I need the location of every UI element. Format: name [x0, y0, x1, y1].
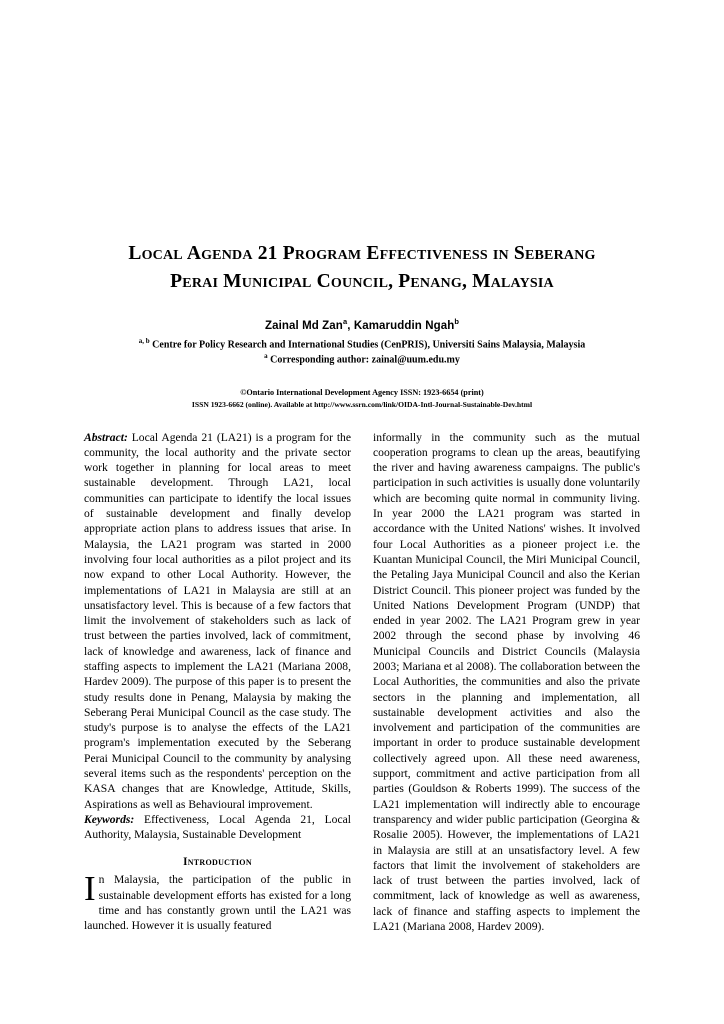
title-line-1: Local Agenda 21 Program Effectiveness in Seberang	[128, 243, 596, 264]
keywords-label: Keywords:	[84, 812, 135, 826]
right-column	[373, 430, 640, 935]
author-list	[84, 317, 640, 332]
title-line-2: Perai Municipal Council, Penang, Malaysia	[170, 270, 554, 292]
journal-copyright-line: ©Ontario International Development Agency ISSN: 1923-6654 (print)	[240, 387, 484, 397]
drop-cap: I	[84, 869, 96, 909]
introduction-continued-paragraph: informally in the community such as the mutual cooperation programs to clean up the areas, beautifying the river and having awareness campaigns. The public's participation in such activities is usually done voluntarily which are becoming quite normal in community living. In year 2000 the LA21 program was started in accordance with the United Nations' wishes. It involved four Local Authorities as a pioneer project i.e. the Kuantan Municipal Council, the Miri Municipal Council, the Petaling Jaya Municipal Council and also the Kerian District Council. This pioneer project was funded by the United Nations Development Program (UNDP) that ended in year 2002. The LA21 Program grew in year 2002 through the second phase by involving 46 Municipal Councils and District Councils (Malaysia 2003; Mariana et al 2008). The collaboration between the Local Authorities, the communities and also the private sectors in the planning and implementation, all sustainable development activities and also the involvement and participation of the communities are important in order to produce sustainable development collectively agreed upon. All these need awareness, support, commitment and active participation from all parties (Gouldson & Roberts 1999). The success of the LA21 implementation will indirectly able to encourage transparency and wider public participation (Georgina & Rosalie 2005). However, the implementations of LA21 in Malaysia are still at an unsatisfactory level. A few factors that limit the involvement of stakeholders are lack of trust between the parties involved, lack of commitment, lack of knowledge as well as awareness, lack of finance and staffing aspects to implement the LA21 (Mariana 2008, Hardev 2009).	[373, 430, 640, 934]
abstract-text: Local Agenda 21 (LA21) is a program for the community, the local authority and the private sector work together in planning for local areas to meet sustainable development. Through LA21, local communities can participate to identify the local issues of sustainable development and finally develop appropriate action plans to address issues that arise. In Malaysia, the LA21 program was started in 2000 involving four local authorities as a pilot project and its now expand to other Local Authority. However, the implementations of LA21 in Malaysia are still at an unsatisfactory level. This is because of a few factors that limit the involvement of stakeholders such as lack of trust between the parties involved, lack of commitment, lack of knowledge and awareness, lack of finance and staffing aspects to implement the LA21 (Mariana 2008, Hardev 2009). The purpose of this paper is to present the study results done in Penang, Malaysia by making the Seberang Perai Municipal Council as the case study. The study's purpose is to analyse the effects of the LA21 program's implementation executed by the Seberang Perai Municipal Council to the community by analysing several items such as the respondents' perception on the KASA changes that are Knowledge, Attitude, Skills, Aspirations as well as Behavioural improvement.	[84, 430, 351, 811]
keywords-text: Effectiveness, Local Agenda 21, Local Authority, Malaysia, Sustainable Development	[84, 812, 351, 842]
abstract-paragraph	[84, 430, 351, 812]
corresponding-text: Corresponding author: zainal@uum.edu.my	[270, 354, 460, 366]
keywords-paragraph	[84, 812, 351, 843]
introduction-text: n Malaysia, the participation of the public in sustainable development efforts has existed for a long time and has constantly grown until the LA21 was launched. However it is usually featured	[84, 873, 351, 933]
left-column	[84, 430, 351, 935]
corresponding-sup: a	[264, 352, 268, 361]
corresponding-author	[84, 352, 640, 367]
journal-issn-line: ISSN 1923-6662 (online). Available at http://www.ssrn.com/link/OIDA-Intl-Journal-Sustainable-Dev.html	[191, 400, 533, 410]
page-title	[84, 240, 640, 295]
abstract-label: Abstract:	[84, 430, 128, 444]
affiliation	[84, 337, 640, 352]
introduction-heading: Introduction	[183, 855, 252, 868]
author-name-2: Kamaruddin Ngah	[353, 320, 455, 333]
introduction-first-paragraph	[84, 869, 351, 933]
affiliation-sup: a, b	[138, 337, 150, 346]
author-sup-2: b	[454, 317, 460, 327]
author-name-1: Zainal Md Zan	[264, 320, 343, 333]
body-columns	[84, 430, 640, 935]
affiliation-text: Centre for Policy Research and International Studies (CenPRIS), Universiti Sains Malaysia, Malaysia	[152, 339, 586, 351]
author-sup-1: a	[342, 317, 348, 327]
author-separator: ,	[347, 320, 354, 333]
